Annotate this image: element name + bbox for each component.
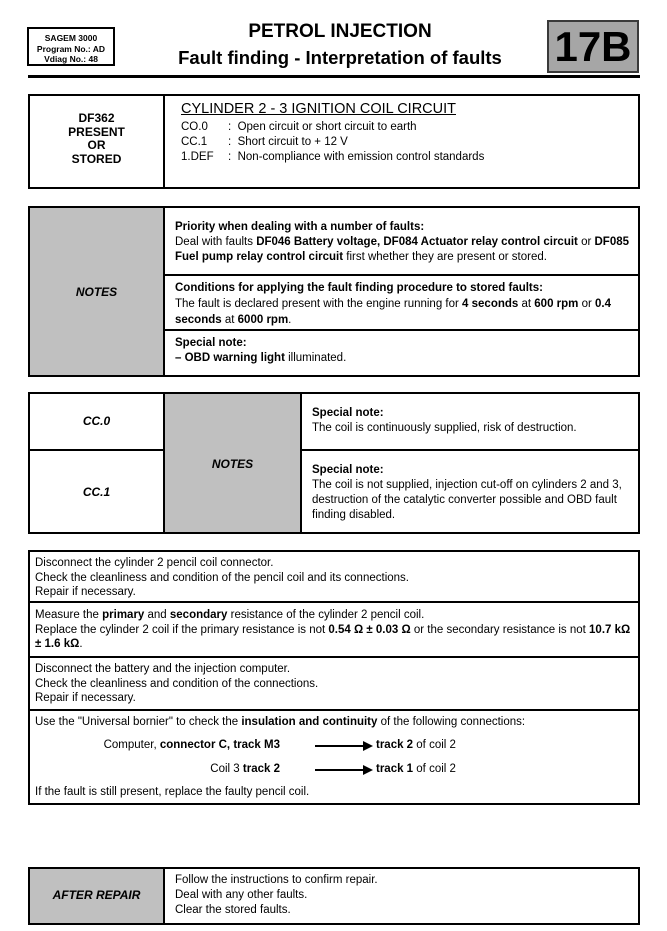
note-text: The coil is not supplied, injection cut-off on cylinders 2 and 3, destruction of the catalytic converter possible and OBD fault finding disabled. [312, 479, 622, 521]
value: primary [102, 609, 145, 621]
status-notes-label: NOTES [211, 457, 254, 471]
note-heading: Special note: [312, 464, 384, 476]
note-text: The coil is continuously supplied, risk of destruction. [312, 422, 577, 434]
notes-label: NOTES [75, 285, 118, 299]
def-text: Open circuit or short circuit to earth [237, 121, 417, 133]
definition-row [181, 120, 621, 135]
step-line: Repair if necessary. [35, 692, 136, 704]
def-sep: : [228, 136, 232, 148]
program-number: Program No.: AD [36, 43, 106, 54]
notes-divider [163, 208, 165, 375]
step-3 [35, 662, 635, 706]
value: rpm [263, 314, 289, 326]
arrow-right-icon [315, 741, 373, 751]
notes-row-divider [165, 274, 638, 276]
text: illuminated. [284, 352, 347, 364]
value: connector C, track M3 [159, 739, 280, 751]
secondary-resistance: 10.7 kΩ ± 1.6 kΩ [35, 623, 631, 650]
definition-row [181, 150, 621, 165]
page-title [150, 20, 530, 71]
connection-from [30, 762, 280, 777]
after-repair-box [28, 867, 640, 925]
instruction-line: Follow the instructions to confirm repair. [175, 874, 378, 886]
def-sep: : [228, 151, 232, 163]
def-text: Non-compliance with emission control standards [237, 151, 485, 163]
row-divider [30, 449, 163, 451]
text: at [518, 298, 535, 310]
arrow-right-icon [315, 765, 373, 775]
priority-note [175, 220, 630, 265]
value: track 1 [376, 763, 414, 775]
step-divider [30, 601, 638, 603]
text: Coil 3 [210, 763, 243, 775]
fault-box [28, 94, 640, 189]
def-code: CC.1 [181, 136, 208, 148]
def-code: CO.0 [181, 121, 208, 133]
fault-code: DF362 [78, 111, 115, 125]
text: . [79, 638, 83, 650]
text: Measure the [35, 609, 103, 621]
fault-definitions [181, 120, 621, 165]
fault-ref: DF046 Battery voltage, DF084 Actuator relay control circuit [256, 236, 578, 248]
text: of coil 2 [413, 739, 456, 751]
text: . [288, 314, 292, 326]
value: 6000 [237, 314, 264, 326]
value: insulation and continuity [241, 716, 378, 728]
text: Replace the cylinder 2 coil if the primary resistance is not [35, 623, 329, 636]
text: The fault is declared present with the engine running for [175, 298, 463, 310]
conditions-heading: Conditions for applying the fault finding procedure to stored faults: [175, 282, 543, 294]
instruction-line: Deal with any other faults. [175, 889, 308, 901]
step-1 [35, 556, 635, 600]
step-4-footer: If the fault is still present, replace the faulty pencil coil. [35, 786, 310, 798]
conditions-note [175, 280, 630, 328]
after-repair-label: AFTER REPAIR [52, 888, 141, 902]
status-code-cc0: CC.0 [82, 414, 111, 428]
after-repair-instructions [175, 873, 625, 918]
cc1-note [312, 463, 637, 523]
fault-status [30, 112, 163, 166]
divider [300, 394, 302, 532]
text: Use the "Universal bornier" to check the [35, 716, 242, 728]
special-heading: Special note: [175, 337, 247, 349]
fault-box-divider [163, 96, 165, 187]
note-heading: Special note: [312, 407, 384, 419]
notes-row-divider [165, 329, 638, 331]
title-line-1: PETROL INJECTION [248, 21, 432, 42]
text: resistance of the cylinder 2 pencil coil. [227, 609, 425, 621]
step-line: Disconnect the cylinder 2 pencil coil connector. [35, 557, 274, 569]
text: Computer, [103, 739, 160, 751]
connection-to [376, 738, 456, 753]
status-present: PRESENT [68, 124, 125, 139]
status-stored: STORED [71, 151, 122, 166]
def-sep: : [228, 121, 232, 133]
priority-heading: Priority when dealing with a number of faults: [175, 221, 425, 233]
procedure-box [28, 550, 640, 805]
step-4 [35, 715, 635, 730]
value: track 2 [376, 739, 414, 751]
value: secondary [169, 609, 228, 621]
fault-details [181, 101, 621, 165]
text: at [221, 314, 238, 326]
value: OBD warning light [184, 352, 285, 364]
fault-ref: DF085 Fuel pump relay control circuit [175, 236, 630, 263]
title-line-2: Fault finding - Interpretation of faults [178, 47, 502, 68]
value: 4 seconds [462, 298, 519, 310]
def-code: 1.DEF [181, 151, 214, 163]
bullet: – [175, 352, 185, 364]
step-2 [35, 608, 635, 652]
text: of coil 2 [413, 763, 456, 775]
section-code-badge: 17B [547, 20, 639, 73]
special-note [175, 336, 630, 366]
ecu-name: SAGEM 3000 [44, 33, 98, 43]
text: of the following connections: [377, 716, 526, 728]
value: track 2 [242, 763, 280, 775]
text: first whether they are present or stored. [343, 251, 547, 263]
step-divider [30, 656, 638, 658]
vdiag-number: Vdiag No.: 48 [44, 54, 98, 64]
text: or the secondary resistance is not [410, 623, 590, 636]
header-divider [28, 75, 640, 78]
step-divider [30, 709, 638, 711]
primary-resistance: 0.54 Ω ± 0.03 Ω [328, 623, 411, 636]
definition-row [181, 135, 621, 150]
status-notes-box [28, 392, 640, 534]
ecu-info-box [27, 27, 115, 66]
value: 600 rpm [534, 298, 579, 310]
status-code-cc1: CC.1 [82, 485, 111, 499]
row-divider [302, 449, 638, 451]
def-text: Short circuit to + 12 V [237, 136, 348, 148]
fault-title: CYLINDER 2 - 3 IGNITION COIL CIRCUIT [181, 101, 456, 117]
status-or: OR [87, 138, 106, 152]
text: or [577, 236, 595, 248]
text: Deal with faults [175, 236, 257, 248]
cc0-note [312, 406, 637, 436]
connection-to [376, 762, 456, 777]
divider [163, 869, 165, 923]
text: and [144, 609, 170, 621]
instruction-line: Clear the stored faults. [175, 904, 291, 916]
value: 0.4 seconds [175, 298, 612, 326]
step-line: Check the cleanliness and condition of the connections. [35, 677, 319, 690]
step-line: Repair if necessary. [35, 586, 136, 598]
step-line: Disconnect the battery and the injection computer. [35, 663, 291, 675]
connection-from [30, 738, 280, 753]
text: or [578, 298, 596, 310]
notes-box [28, 206, 640, 377]
step-line: Check the cleanliness and condition of the pencil coil and its connections. [35, 571, 409, 584]
